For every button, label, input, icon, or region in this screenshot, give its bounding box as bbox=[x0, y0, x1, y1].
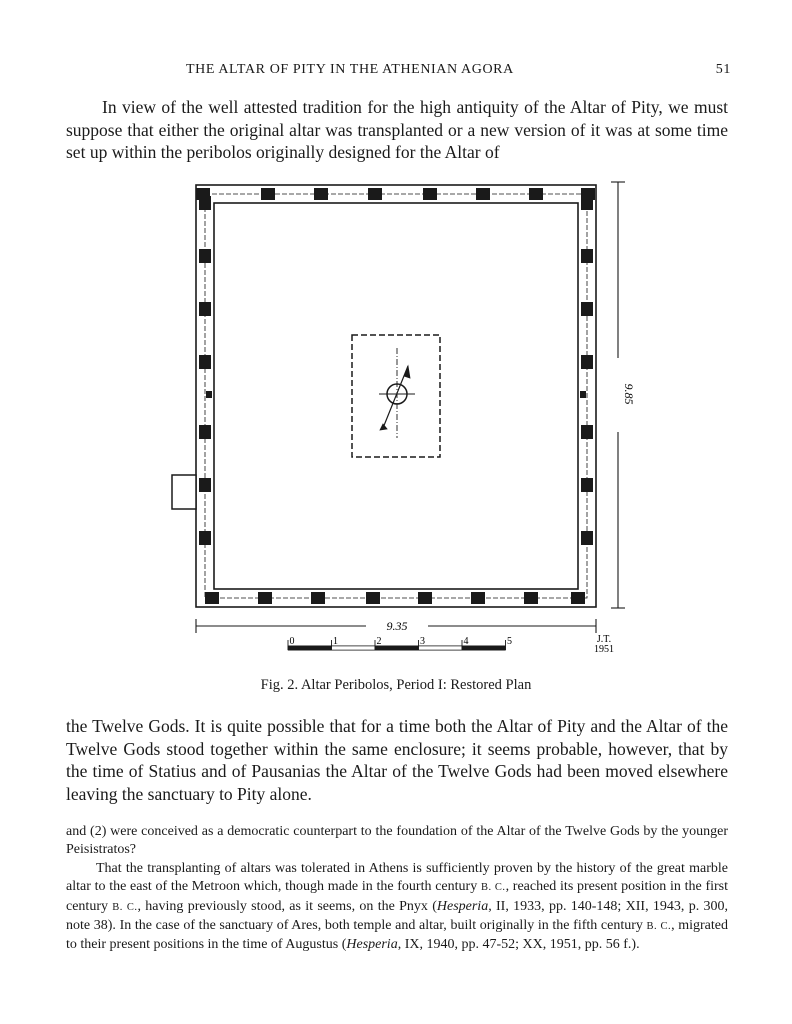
wall-post bbox=[199, 425, 211, 439]
scale-bar bbox=[288, 636, 512, 650]
scale-bar-segment bbox=[288, 646, 332, 650]
fn2-text: , IX, 1940, pp. 47-52; XX, 1951, pp. 56 f.). bbox=[397, 937, 640, 953]
scale-tick-label: 1 bbox=[333, 636, 338, 647]
scale-tick-label: 3 bbox=[420, 636, 425, 647]
wall-post bbox=[199, 249, 211, 263]
fn2-text: , having previously stood, as it seems, on the Pnyx ( bbox=[137, 898, 437, 914]
wall-post bbox=[199, 531, 211, 545]
scale-bar-segment bbox=[375, 646, 419, 650]
scale-tick-label: 0 bbox=[289, 636, 295, 647]
wall-post bbox=[199, 478, 211, 492]
dimension-side-label: 9.85 bbox=[622, 383, 636, 405]
wall-post bbox=[199, 196, 211, 210]
wall-post bbox=[581, 302, 593, 316]
fn2-text: , reached its present position in the first century bbox=[66, 879, 729, 914]
wall-post bbox=[581, 355, 593, 369]
fn2-bc: B. C. bbox=[480, 882, 506, 894]
body-paragraph-1: In view of the well attested tradition for the high antiquity of the Altar of Pity, we must suppose that either the original altar was transplanted or a new version of it was at some time set up within the peribolos originally designed for the Altar of bbox=[66, 97, 728, 162]
wall-post bbox=[581, 196, 593, 210]
wall-post bbox=[524, 592, 538, 604]
wall-post bbox=[423, 188, 437, 200]
scale-bar-segment bbox=[332, 646, 376, 650]
figure-plan bbox=[170, 176, 640, 666]
wall-post bbox=[314, 188, 328, 200]
footnote-2 bbox=[66, 860, 728, 954]
wall-post bbox=[571, 592, 585, 604]
fn2-text: , II, 1933, pp. 140-148; XII, 1943, p. 300, note 38). In the case of the sanctuary of Ares, both temple and altar, built originally in the fifth century bbox=[66, 898, 729, 933]
year: 1951 bbox=[594, 644, 614, 655]
journal-title: Hesperia bbox=[346, 937, 398, 953]
wall-post bbox=[581, 531, 593, 545]
fn2-bc: B. C. bbox=[112, 901, 138, 913]
west-annex bbox=[172, 475, 196, 509]
wall-post bbox=[311, 592, 325, 604]
scale-tick-label: 5 bbox=[507, 636, 512, 647]
body-paragraph-2: the Twelve Gods. It is quite possible that for a time both the Altar of Pity and the Altar of the Twelve Gods stood together within the same enclosure; it seems probable, however, that by the time of Statius and of Pausanias the Altar of the Twelve Gods had been moved elsewhere leaving the sanctuary to Pity alone. bbox=[66, 716, 728, 804]
fn2-bc: B. C. bbox=[646, 920, 672, 932]
fn2-text: , migrated to their present positions in the time of Augustus ( bbox=[66, 917, 729, 953]
scale-tick-label: 2 bbox=[376, 636, 382, 647]
wall-post bbox=[199, 355, 211, 369]
altar-center-symbol bbox=[379, 348, 415, 438]
wall-post bbox=[581, 425, 593, 439]
wall-post bbox=[581, 249, 593, 263]
running-head bbox=[186, 62, 731, 78]
wall-post bbox=[206, 391, 212, 398]
wall-post bbox=[366, 592, 380, 604]
journal-title: Hesperia bbox=[436, 898, 489, 914]
wall-post bbox=[580, 391, 586, 398]
footnote-1: and (2) were conceived as a democratic counterpart to the foundation of the Altar of the Twelve Gods by the younger Peisistratos? bbox=[66, 824, 728, 858]
wall-post bbox=[471, 592, 485, 604]
page-number: 51 bbox=[715, 62, 731, 77]
wall-post bbox=[205, 592, 219, 604]
wall-post bbox=[258, 592, 272, 604]
wall-post bbox=[368, 188, 382, 200]
wall-post bbox=[261, 188, 275, 200]
initials: J.T. bbox=[596, 634, 612, 645]
wall-post bbox=[476, 188, 490, 200]
fn2-text: That the transplanting of altars was tolerated in Athens is sufficiently proven by the history of the great marble altar to the east of the Metroon which, though made in the fourth century bbox=[66, 861, 728, 895]
wall-post bbox=[199, 302, 211, 316]
dimension-bottom-label: 9.35 bbox=[386, 619, 408, 633]
scale-bar-segment bbox=[419, 646, 463, 650]
wall-post bbox=[418, 592, 432, 604]
figure-caption: Fig. 2. Altar Peribolos, Period I: Restored Plan bbox=[260, 677, 532, 693]
scale-bar-segment bbox=[462, 646, 506, 650]
running-title: THE ALTAR OF PITY IN THE ATHENIAN AGORA bbox=[186, 62, 514, 77]
wall-post bbox=[581, 478, 593, 492]
wall-post bbox=[529, 188, 543, 200]
scale-tick-label: 4 bbox=[463, 636, 469, 647]
